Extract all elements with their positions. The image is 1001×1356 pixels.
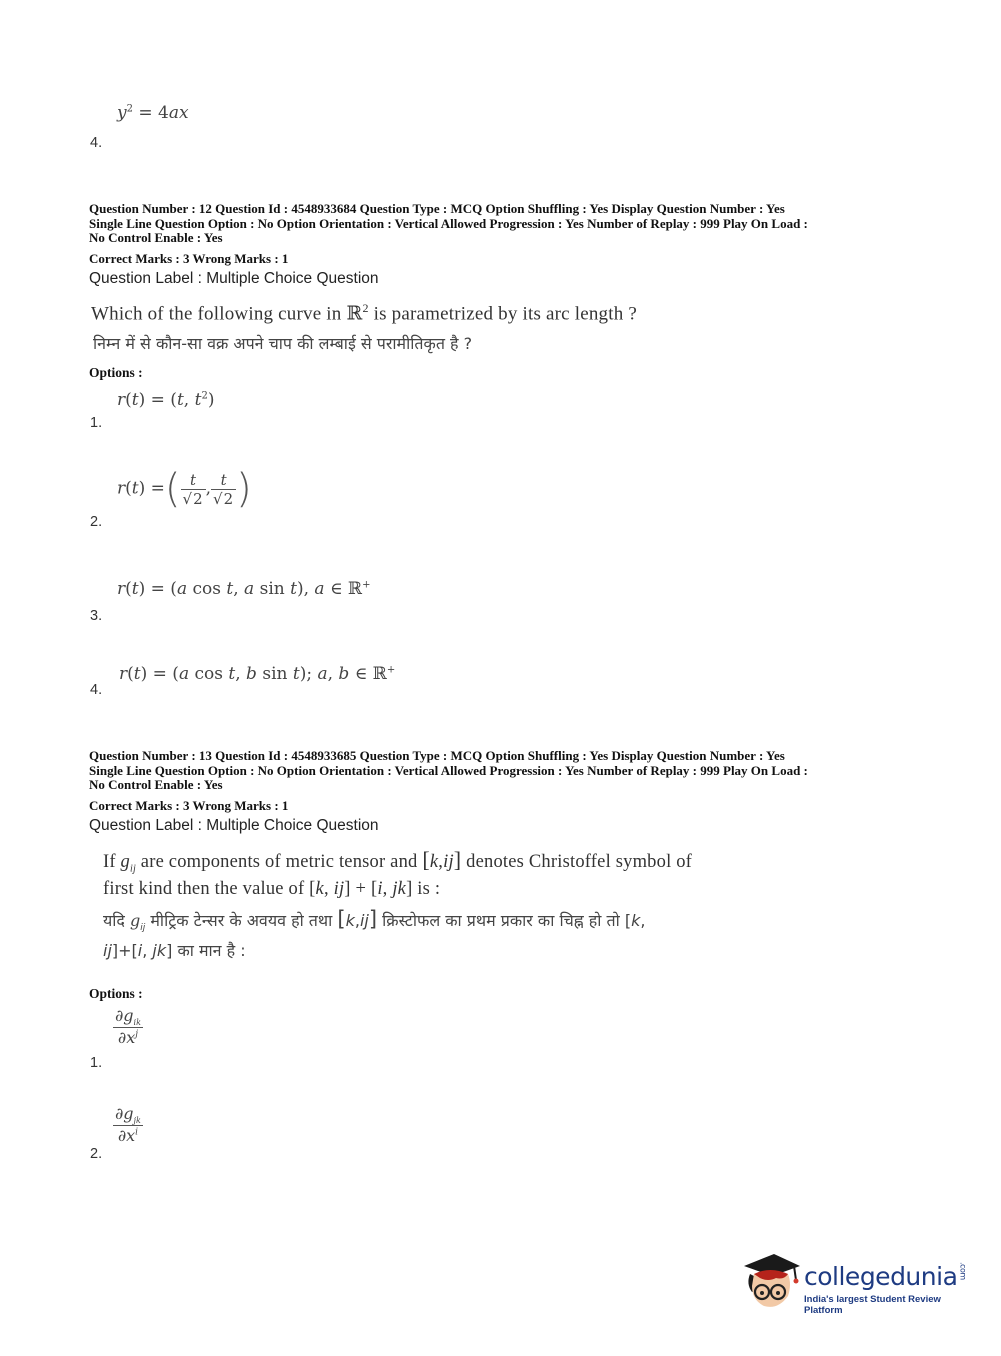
q13-question-text-hi-line1: यदि $g_{ij}$ मीट्रिक टेन्सर के अवयव हो तथा [k,ij] क्रिस्टोफल का प्रथम प्रकार का चिह्न हो तो [k, [103,907,646,934]
q13-question-text-en-line2: first kind then the value of [k, ij] + [i, jk] is : [103,879,441,899]
q12-meta-line3: No Control Enable : Yes [89,230,223,245]
q12-option-3-number: 3. [90,608,103,624]
q12-meta-line2: Single Line Question Option : No Option Orientation : Vertical Allowed Progression : Yes Number of Replay : 999 Play On Load : [89,215,808,231]
prev-option-math: $y^2 = 4ax$ [117,103,189,123]
collegedunia-logo[interactable] [740,1248,970,1323]
q13-option-1-math[interactable]: $\frac{\partial g_{ik}}{\partial x^j}$ [115,1006,141,1048]
q13-options-heading: Options : [89,986,143,1001]
q12-option-1-math[interactable]: r(t) = (t, $t^2$) [117,390,215,410]
q13-option-2-number: 2. [90,1146,103,1162]
q12-option-1-number: 1. [90,415,103,431]
q12-option-3-math[interactable]: r(t) = (a cos t, a sin t), a ∈ ℝ+ [117,579,371,599]
q13-meta [89,749,919,793]
q12-option-4-number: 4. [90,682,103,698]
q12-meta-line1: Question Number : 12 Question Id : 4548933684 Question Type : MCQ Option Shuffling : Yes Display Question Number : Yes [89,201,785,216]
q13-option-1-number: 1. [90,1055,103,1071]
q13-question-text-hi-line2: ij]+[i, jk] का मान है : [103,941,246,960]
q12-options-heading: Options : [89,365,143,380]
q13-marks: Correct Marks : 3 Wrong Marks : 1 [89,798,289,813]
q13-meta-line1: Question Number : 13 Question Id : 4548933685 Question Type : MCQ Option Shuffling : Yes Display Question Number : Yes [89,748,785,763]
q13-meta-line3: No Control Enable : Yes [89,777,223,792]
q12-marks: Correct Marks : 3 Wrong Marks : 1 [89,251,289,266]
brand-tagline: India's largest Student Review Platform [804,1294,941,1316]
q12-option-4-math[interactable]: r(t) = (a cos t, b sin t); a, b ∈ ℝ+ [119,664,396,684]
mascot-icon [740,1250,802,1312]
prev-option-number: 4. [90,135,103,151]
q12-question-text-hi: निम्न में से कौन-सा वक्र अपने चाप की लम्बाई से परामीतिकृत है ? [93,334,473,353]
q13-question-label: Question Label : Multiple Choice Question [89,817,379,834]
q12-question-text-en: Which of the following curve in ℝ$^2$ is parametrized by its arc length ? [91,301,638,325]
q12-option-2-math[interactable]: r(t) =( $\frac{t}{√2}$ , $\frac{t}{√2}$ ) [117,466,252,512]
q12-meta [89,202,919,246]
brand-name: collegedunia.com [804,1262,968,1291]
q13-question-text-en-line1: If $g_{ij}$ are components of metric tensor and [k,ij] denotes Christoffel symbol of [103,847,693,875]
q13-meta-line2: Single Line Question Option : No Option Orientation : Vertical Allowed Progression : Yes Number of Replay : 999 Play On Load : [89,762,808,778]
q12-option-2-number: 2. [90,514,103,530]
q12-question-label: Question Label : Multiple Choice Question [89,270,379,287]
q13-option-2-math[interactable]: $\frac{\partial g_{jk}}{\partial x^i}$ [115,1104,141,1146]
